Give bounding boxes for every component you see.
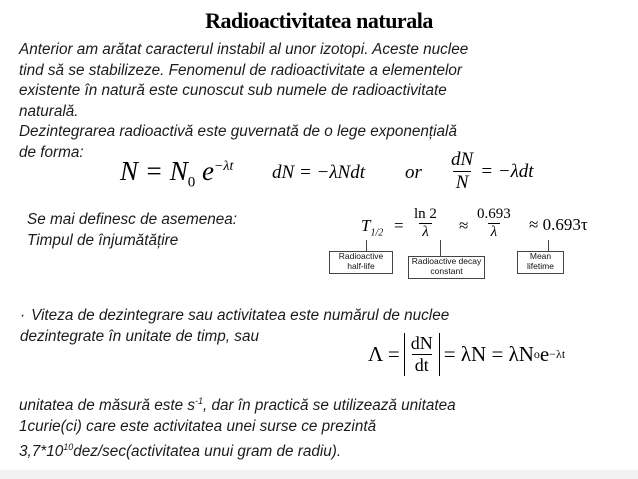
ln2-fraction — [411, 206, 440, 241]
0693-denominator: λ — [488, 223, 501, 241]
0693-fraction — [474, 206, 514, 241]
activity-formula — [368, 333, 565, 376]
define-text — [27, 210, 327, 251]
decay-law-formula — [120, 156, 233, 191]
derivative-denominator: dt — [412, 354, 432, 376]
or-label: or — [405, 162, 422, 183]
connector-line — [440, 240, 441, 256]
intro-line: naturală. — [19, 102, 79, 120]
formula-main: N = N — [120, 156, 188, 186]
formula-e: e — [202, 156, 214, 186]
activity-e: e — [539, 342, 550, 366]
intro-line: Anterior am arătat caracterul instabil al unor izotopi. Aceste nuclee — [19, 41, 469, 58]
activity-derivative — [404, 333, 440, 376]
activity-line: dezintegrate în unitate de timp, sau — [20, 327, 259, 345]
derivative-numerator: dN — [410, 333, 433, 353]
ratio-denominator: N — [453, 171, 472, 194]
intro-line: Dezintegrarea radioactivă este guvernată de o lege exponențială — [19, 123, 457, 140]
halflife-caption: Radioactive half-life — [329, 251, 393, 274]
halflife-equals: = — [394, 216, 404, 235]
mean-lifetime-caption: Mean lifetime — [517, 251, 564, 274]
ln2-denominator: λ — [419, 223, 432, 241]
ratio-rhs: = −λdt — [480, 160, 534, 182]
differential-formula: dN = −λNdt — [272, 162, 365, 183]
footer-bar — [0, 470, 638, 479]
halflife-T — [361, 216, 383, 238]
connector-line — [548, 240, 549, 251]
intro-line: de forma: — [19, 143, 84, 161]
halflife-approx: ≈ — [459, 216, 469, 235]
intro-line: tind să se stabilizeze. Fenomenul de radioactivitate a elementelor — [19, 61, 463, 79]
define-line: Timpul de înjumătățire — [27, 231, 179, 249]
activity-exponent: −λt — [549, 347, 566, 361]
define-line: Se mai definesc de asemenea: — [27, 211, 238, 228]
unit-line: 1curie(ci) care este activitatea unei surse ce prezintă — [19, 417, 377, 435]
unit-superscript: 10 — [63, 442, 74, 453]
activity-line: Viteza de dezintegrare sau activitatea este numărul de nuclee — [31, 307, 450, 324]
intro-line: existente în natură este cunoscut sub numele de radioactivitate — [19, 82, 447, 99]
connector-line — [366, 240, 367, 251]
ratio-formula — [448, 149, 534, 194]
unit-line: unitatea de măsură este s — [19, 397, 196, 415]
activity-lambda: Λ = — [368, 342, 400, 366]
activity-subscript: o — [533, 347, 540, 361]
page-title: Radioactivitatea naturala — [205, 8, 433, 33]
unit-line: , dar în practică se utilizează unitatea — [203, 397, 456, 415]
halflife-T-subscript: 1/2 — [370, 227, 384, 239]
unit-text — [19, 391, 629, 463]
unit-line: dez/sec(activitatea unui gram de radiu). — [73, 443, 342, 461]
ln2-numerator: ln 2 — [414, 206, 437, 222]
activity-rhs: = λN = λN — [443, 342, 534, 366]
intro-paragraph — [19, 40, 629, 163]
formula-subscript: 0 — [187, 174, 196, 191]
0693-numerator: 0.693 — [477, 206, 511, 222]
halflife-rhs: ≈ 0.693τ — [529, 215, 588, 234]
unit-line: 3,7*10 — [19, 443, 64, 461]
bullet-icon: · — [20, 307, 26, 324]
unit-superscript: -1 — [195, 396, 204, 406]
halflife-T-symbol: T — [361, 216, 371, 235]
formula-exponent: −λt — [213, 159, 234, 174]
decay-constant-caption: Radioactive decay constant — [408, 256, 485, 279]
ratio-numerator: dN — [451, 149, 474, 170]
